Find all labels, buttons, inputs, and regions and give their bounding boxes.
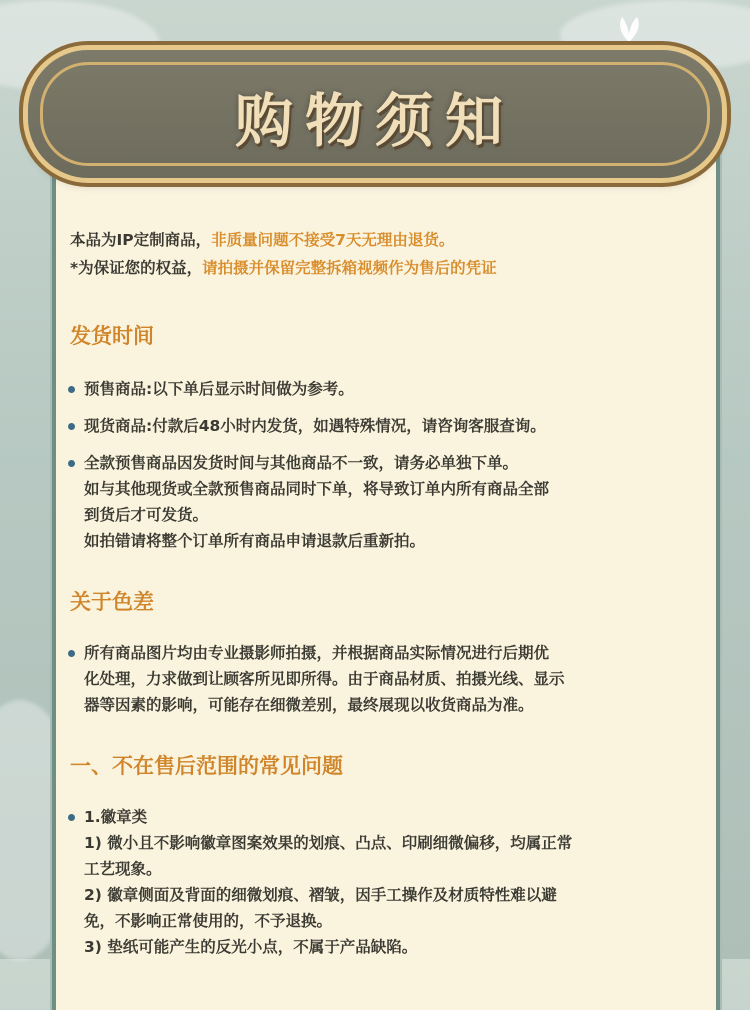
intro-line-2 bbox=[70, 254, 690, 282]
title-banner bbox=[28, 50, 722, 178]
color-item: 所有商品图片均由专业摄影师拍摄，并根据商品实际情况进行后期优 化处理，力求做到让顾客所见即所得。由于商品材质、拍摄光线、显示 器等因素的影响，可能存在细微差别，最终展现以收货商品为准。 bbox=[70, 640, 690, 718]
leaf-logo-icon bbox=[614, 14, 644, 44]
bullet-dot-icon bbox=[68, 814, 75, 821]
intro-line-1-highlight: 非质量问题不接受7天无理由退货。 bbox=[211, 231, 455, 249]
notice-content bbox=[70, 226, 690, 960]
intro-block bbox=[70, 226, 690, 282]
bullet-dot-icon bbox=[68, 460, 75, 467]
bullet-dot-icon bbox=[68, 386, 75, 393]
shipping-item: 全款预售商品因发货时间与其他商品不一致，请务必单独下单。 如与其他现货或全款预售商品同时下单，将导致订单内所有商品全部 到货后才可发货。 如拍错请将整个订单所有商品申请退款后重新拍。 bbox=[70, 450, 690, 554]
bullet-dot-icon bbox=[68, 650, 75, 657]
intro-line-2-plain: *为保证您的权益， bbox=[70, 259, 203, 277]
aftersale-list bbox=[70, 804, 690, 960]
intro-line-2-highlight: 请拍摄并保留完整拆箱视频作为售后的凭证 bbox=[202, 259, 497, 277]
intro-line-1 bbox=[70, 226, 690, 254]
color-list bbox=[70, 640, 690, 718]
section-heading-color-difference: 关于色差 bbox=[70, 589, 154, 614]
intro-line-1-plain: 本品为IP定制商品， bbox=[70, 231, 212, 249]
page-title: 购物须知 bbox=[234, 87, 515, 155]
shipping-item: 预售商品:以下单后显示时间做为参考。 bbox=[70, 376, 690, 402]
bullet-dot-icon bbox=[68, 423, 75, 430]
section-heading-aftersale: 一、不在售后范围的常见问题 bbox=[70, 753, 343, 778]
shipping-item: 现货商品:付款后48小时内发货，如遇特殊情况，请咨询客服查询。 bbox=[70, 413, 690, 439]
section-heading-shipping: 发货时间 bbox=[70, 323, 154, 348]
shipping-list bbox=[70, 376, 690, 554]
aftersale-item: 1.徽章类 1) 微小且不影响徽章图案效果的划痕、凸点、印刷细微偏移，均属正常 工艺现象。 2) 徽章侧面及背面的细微划痕、褶皱，因手工操作及材质特性难以避 免，不影响正常使用的，不予退换。 3) 垫纸可能产生的反光小点，不属于产品缺陷。 bbox=[70, 804, 690, 960]
